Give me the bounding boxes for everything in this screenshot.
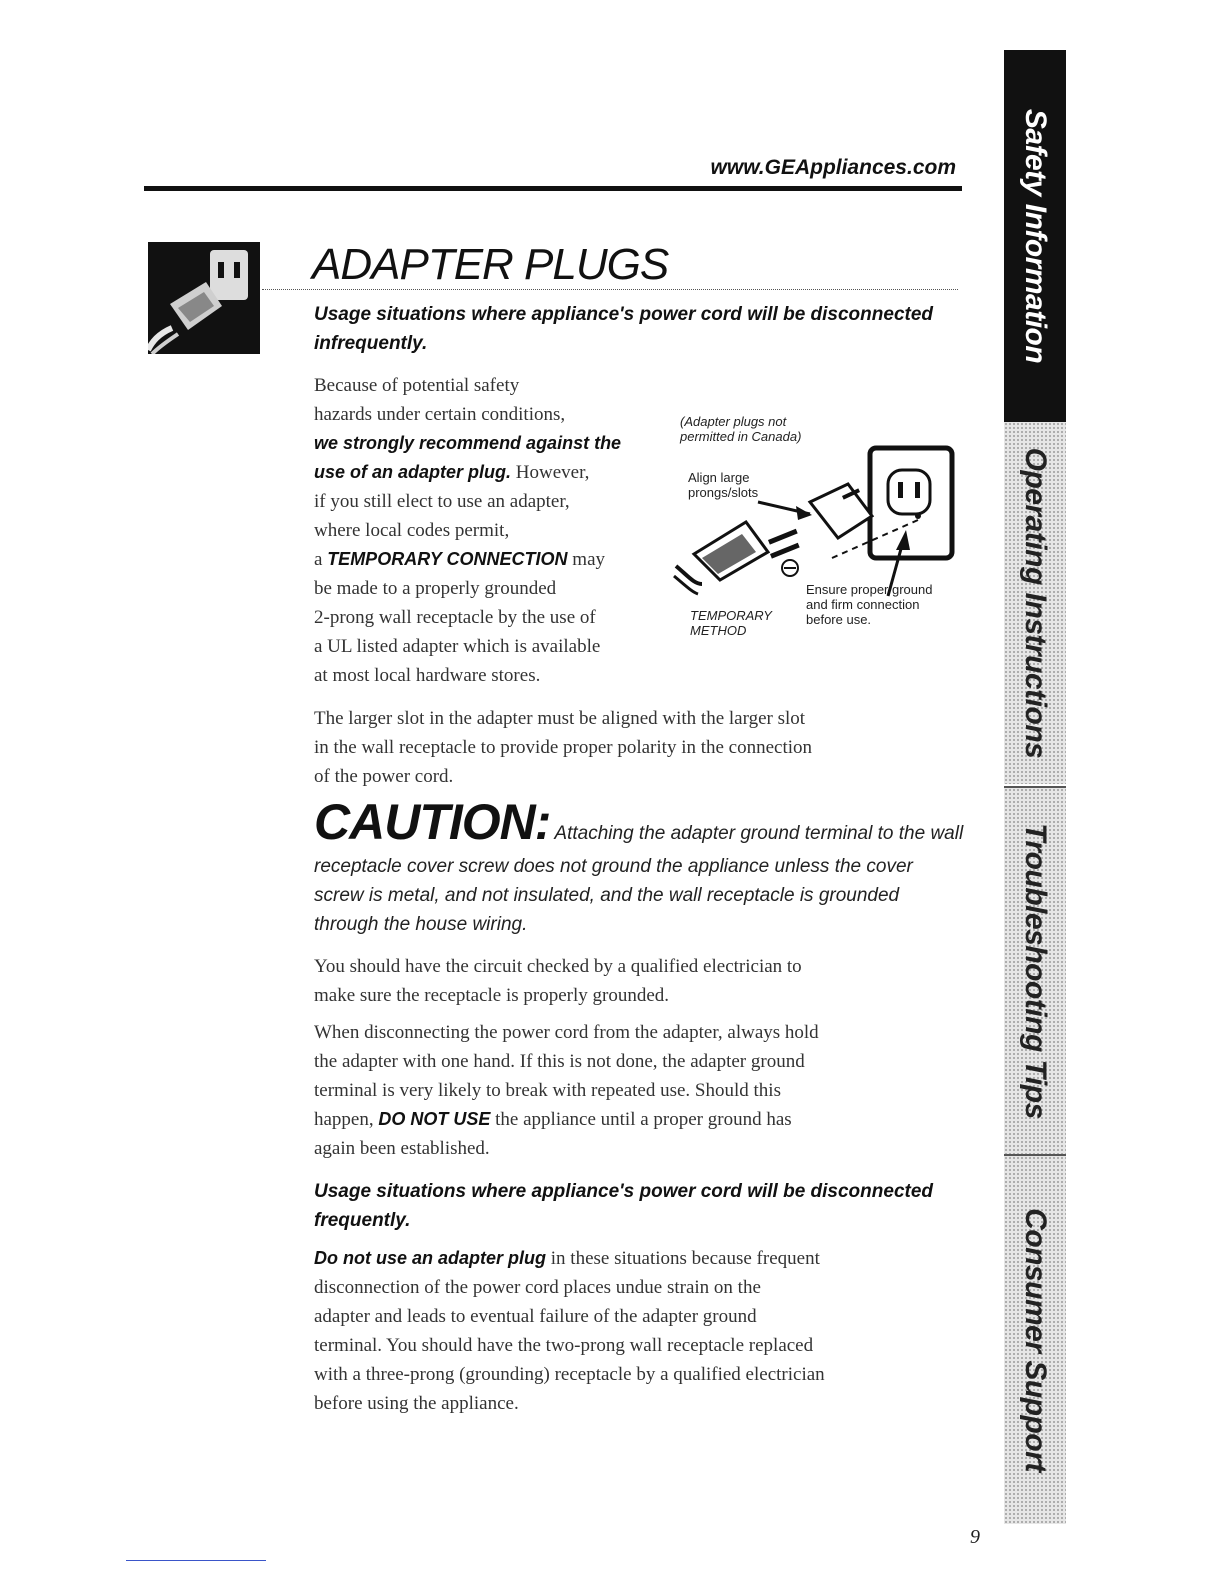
caution-line: receptacle cover screw does not ground the appliance unless the cover <box>314 856 913 877</box>
text-line: of the power cord. <box>314 766 454 787</box>
text-line: You should have the circuit checked by a qualified electrician to <box>314 956 802 977</box>
subhead-infrequent: Usage situations where appliance's power cord will be disconnected infrequently. <box>314 304 934 354</box>
text-span: the appliance until a proper ground has <box>490 1109 792 1130</box>
text-line: with a three-prong (grounding) receptacle by a qualified electrician <box>314 1364 825 1385</box>
text-line: When disconnecting the power cord from the adapter, always hold <box>314 1022 819 1043</box>
text-span: a <box>314 549 328 570</box>
tab-label: Consumer Support <box>1019 1208 1052 1472</box>
caution-continued <box>314 852 964 939</box>
plug-icon <box>148 242 260 354</box>
emphasis-text: use of an adapter plug. <box>314 462 512 482</box>
text-line: The larger slot in the adapter must be aligned with the larger slot <box>314 708 806 729</box>
caution-line: screw is metal, and not insulated, and the wall receptacle is grounded <box>314 885 900 906</box>
caution-line: through the house wiring. <box>314 914 528 935</box>
text-line: if you still elect to use an adapter, <box>314 491 570 512</box>
figure-note-line: (Adapter plugs not <box>680 414 787 429</box>
figure-note <box>680 414 801 444</box>
tab-consumer-support[interactable] <box>1004 1154 1066 1524</box>
text-line: a UL listed adapter which is available <box>314 636 601 657</box>
text-line: disconnection of the power cord places undue strain on the <box>314 1277 761 1298</box>
figure-ensure-label <box>806 582 932 627</box>
figure-align-line: Align large <box>688 470 750 485</box>
text-span: may <box>567 549 606 570</box>
text-line: 2-prong wall receptacle by the use of <box>314 607 596 628</box>
adapter-diagram <box>672 398 960 648</box>
text-line: terminal is very likely to break with repeated use. Should this <box>314 1080 781 1101</box>
text-line: make sure the receptacle is properly grounded. <box>314 985 670 1006</box>
figure-method-line: TEMPORARY <box>690 608 772 623</box>
text-line: in the wall receptacle to provide proper polarity in the connection <box>314 737 813 758</box>
figure-method-label <box>690 608 772 638</box>
text-span: in these situations because frequent <box>546 1248 820 1269</box>
figure-method-line: METHOD <box>690 623 747 638</box>
emphasis-text: Do not use an adapter plug <box>314 1248 547 1268</box>
caution-block <box>314 794 964 850</box>
footer-line <box>126 1560 266 1561</box>
emphasis-text: we strongly recommend against the <box>314 433 622 453</box>
figure-ensure-line: before use. <box>806 612 872 627</box>
figure-align-line: prongs/slots <box>688 485 759 500</box>
text-line: the adapter with one hand. If this is not done, the adapter ground <box>314 1051 805 1072</box>
text-line: adapter and leads to eventual failure of the adapter ground <box>314 1306 757 1327</box>
text-line: hazards under certain conditions, <box>314 404 566 425</box>
emphasis-text: DO NOT USE <box>378 1109 491 1129</box>
tab-troubleshooting-tips[interactable] <box>1004 786 1066 1154</box>
text-line: where local codes permit, <box>314 520 510 541</box>
header-rule <box>144 186 962 191</box>
caution-heading: CAUTION: <box>314 794 551 850</box>
section-title: ADAPTER PLUGS <box>312 240 669 289</box>
caution-text: Attaching the adapter ground terminal to the wall <box>554 823 964 844</box>
figure-ensure-line: and firm connection <box>806 597 920 612</box>
tab-label: Troubleshooting Tips <box>1019 823 1052 1119</box>
paragraph-intro <box>314 371 664 690</box>
figure-ensure-line: Ensure proper ground <box>806 582 933 597</box>
figure-align-label <box>688 470 758 500</box>
text-line: Because of potential safety <box>314 375 520 396</box>
text-line: at most local hardware stores. <box>314 665 541 686</box>
title-rule <box>262 289 958 290</box>
text-line: before using the appliance. <box>314 1393 519 1414</box>
paragraph-electrician <box>314 952 964 1010</box>
tab-safety-information[interactable] <box>1004 50 1066 422</box>
text-span: However, <box>511 462 590 483</box>
tab-label: Operating Instructions <box>1019 447 1052 759</box>
tab-label: Safety Information <box>1019 108 1052 364</box>
text-line: terminal. You should have the two-prong wall receptacle replaced <box>314 1335 814 1356</box>
page-number: 9 <box>970 1526 980 1548</box>
text-span: happen, <box>314 1109 379 1130</box>
text-line: be made to a properly grounded <box>314 578 557 599</box>
paragraph-do-not-use <box>314 1244 974 1418</box>
text-line: again been established. <box>314 1138 490 1159</box>
figure-note-line: permitted in Canada) <box>680 429 802 444</box>
subhead-frequent: Usage situations where appliance's power cord will be disconnected frequently. <box>314 1181 934 1231</box>
emphasis-text: TEMPORARY CONNECTION <box>327 549 568 569</box>
paragraph-polarity <box>314 704 964 791</box>
paragraph-disconnecting <box>314 1018 964 1163</box>
header-url[interactable]: www.GEAppliances.com <box>710 156 956 179</box>
tab-operating-instructions[interactable] <box>1004 422 1066 784</box>
